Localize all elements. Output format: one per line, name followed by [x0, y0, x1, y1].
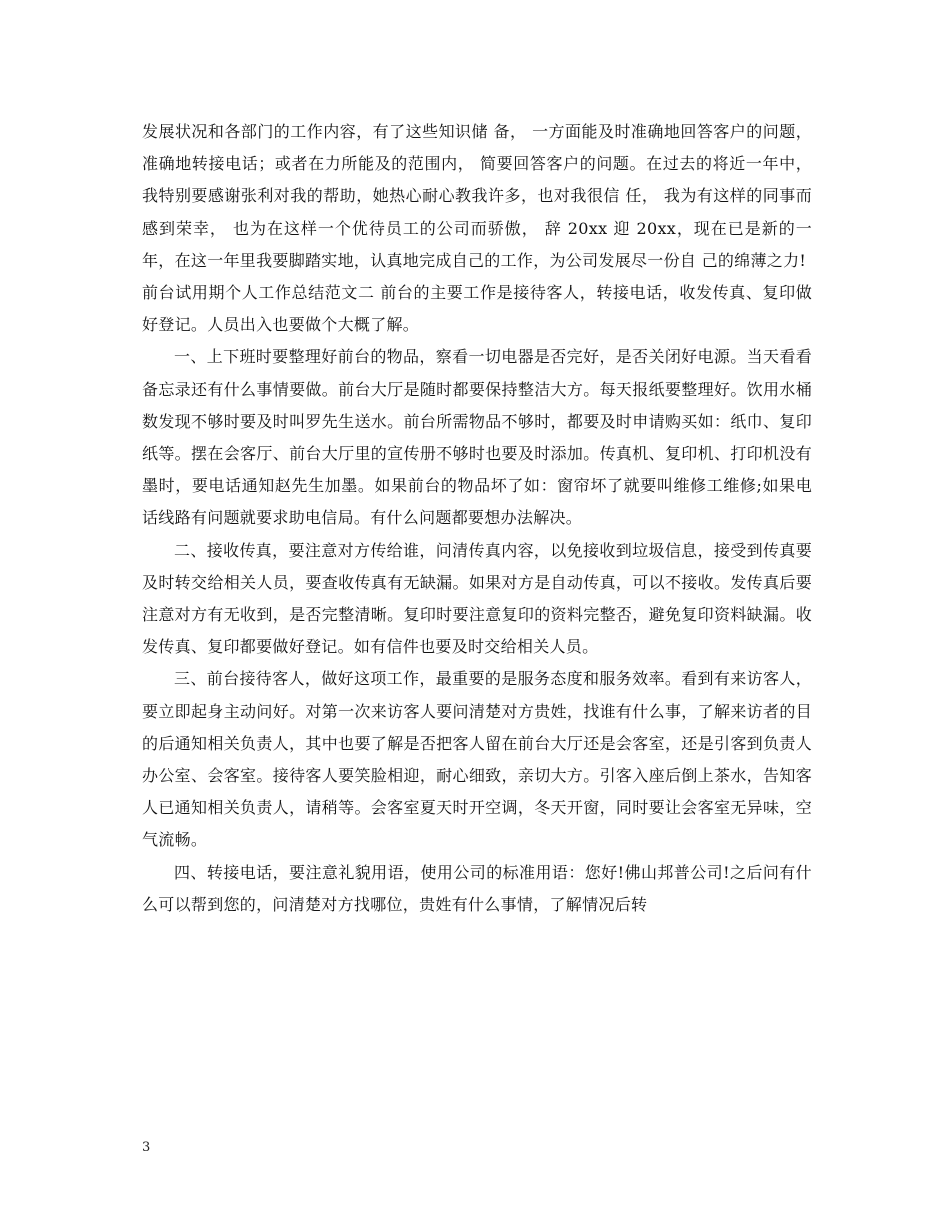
paragraph-item-1: 一、上下班时要整理好前台的物品，察看一切电器是否完好，是否关闭好电源。当天看看备忘录还有什么事情要做。前台大厅是随时都要保持整洁大方。每天报纸要整理好。饮用水桶数发现不够时要及时叫罗先生送水。前台所需物品不够时，都要及时申请购买如：纸巾、复印纸等。摆在会客厅、前台大厅里的宣传册不够时也要及时添加。传真机、复印机、打印机没有墨时，要电话通知赵先生加墨。如果前台的物品坏了如：窗帘坏了就要叫维修工维修;如果电话线路有问题就要求助电信局。有什么问题都要想办法解决。	[142, 347, 812, 528]
paragraph-item-3: 三、前台接待客人，做好这项工作，最重要的是服务态度和服务效率。看到有来访客人，要立即起身主动问好。对第一次来访客人要问清楚对方贵姓，找谁有什么事，了解来访者的目的后通知相关负责人，其中也要了解是否把客人留在前台大厅还是会客室，还是引客到负责人办公室、会客室。接待客人要笑脸相迎，耐心细致，亲切大方。引客入座后倒上茶水，告知客人已通知相关负责人，请稍等。会客室夏天时开空调，冬天开窗，同时要让会客室无异味，空气流畅。	[142, 669, 812, 850]
document-body	[142, 116, 812, 921]
paragraph-section-heading: 前台试用期个人工作总结范文二 前台的主要工作是接待客人，转接电话，收发传真、复印做好登记。人员出入也要做个大概了解。	[142, 283, 812, 335]
paragraph-item-2: 二、接收传真，要注意对方传给谁，问清传真内容，以免接收到垃圾信息，接受到传真要及时转交给相关人员，要查收传真有无缺漏。如果对方是自动传真，可以不接收。发传真后要注意对方有无收到，是否完整清晰。复印时要注意复印的资料完整否，避免复印资料缺漏。收发传真、复印都要做好登记。如有信件也要及时交给相关人员。	[142, 540, 812, 657]
page-number: 3	[142, 1140, 151, 1155]
paragraph-item-4: 四、转接电话，要注意礼貌用语，使用公司的标准用语：您好!佛山邦普公司!之后问有什么可以帮到您的，问清楚对方找哪位，贵姓有什么事情，了解情况后转	[142, 862, 812, 914]
paragraph-intro-continued: 发展状况和各部门的工作内容，有了这些知识储 备， 一方面能及时准确地回答客户的问题， 准确地转接电话；或者在力所能及的范围内， 简要回答客户的问题。在过去的将近一年中，我特别要感谢张利对我的帮助，她热心耐心教我许多，也对我很信 任， 我为有这样的同事而感到荣幸， 也为在这样一个优待员工的公司而骄傲， 辞 20xx 迎 20xx，现在已是新的一年，在这一年里我要脚踏实地，认真地完成自己的工作，为公司发展尽一份自 己的绵薄之力!	[142, 122, 812, 270]
